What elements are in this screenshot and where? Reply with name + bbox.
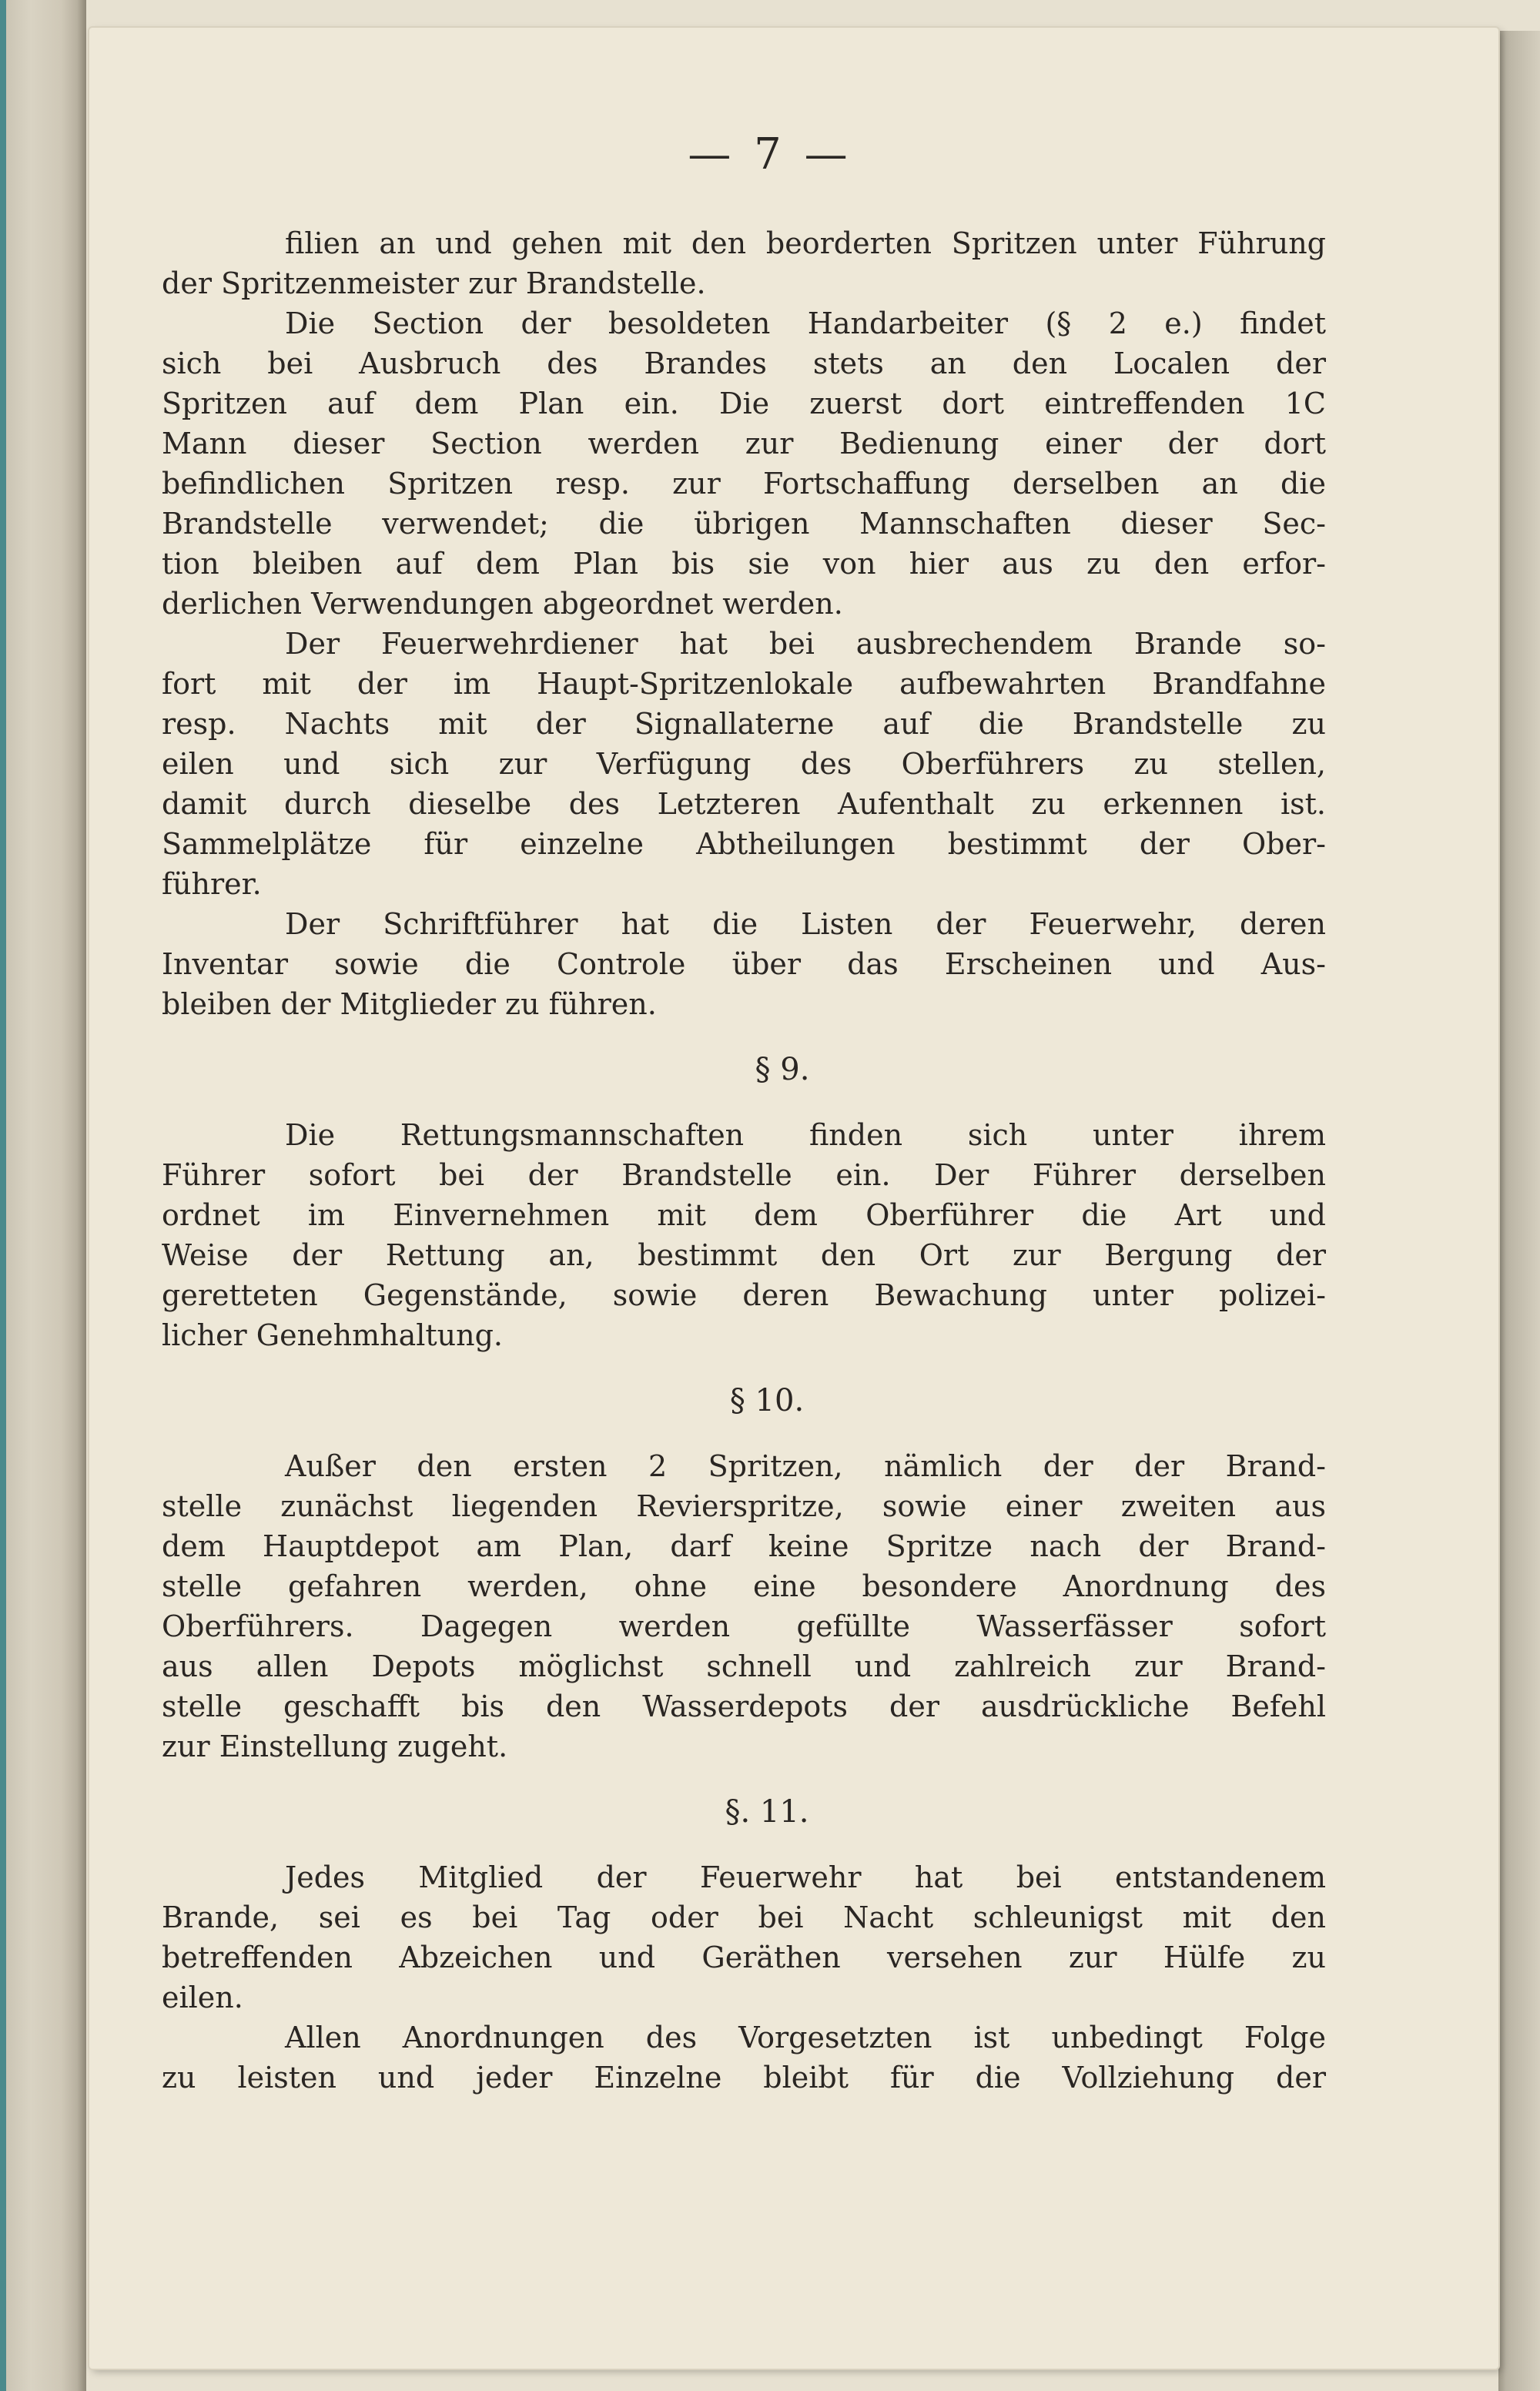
text-line: Mann dieser Section werden zur Bedienung einer der dort: [162, 427, 1326, 460]
text-line: Jedes Mitglied der Feuerwehr hat bei entstandenem: [285, 1860, 1326, 1894]
paragraph: [162, 904, 1326, 1024]
page-right-edge: [1498, 31, 1540, 2391]
paragraph: [162, 1115, 1326, 1355]
text-line: dem Hauptdepot am Plan, darf keine Spritze nach der Brand-: [162, 1529, 1326, 1563]
text-line: Die Rettungsmannschaften finden sich unter ihrem: [285, 1118, 1326, 1152]
text-line: Sammelplätze für einzelne Abtheilungen bestimmt der Ober-: [162, 827, 1326, 861]
text-line: Die Section der besoldeten Handarbeiter (§ 2 e.) findet: [285, 306, 1326, 340]
text-line: Der Schriftführer hat die Listen der Feuerwehr, deren: [285, 907, 1326, 941]
text-line: geretteten Gegenstände, sowie deren Bewachung unter polizei-: [162, 1278, 1326, 1312]
section-heading: § 9.: [755, 1052, 810, 1087]
text-line: betreffenden Abzeichen und Geräthen versehen zur Hülfe zu: [162, 1941, 1326, 1974]
paragraph: [162, 624, 1326, 904]
document-body: [162, 223, 1326, 2098]
paragraph: [162, 1446, 1326, 1766]
text-line: eilen und sich zur Verfügung des Oberführers zu stellen,: [162, 747, 1326, 781]
text-line: Außer den ersten 2 Spritzen, nämlich der der Brand-: [285, 1449, 1326, 1483]
text-line: Brande, sei es bei Tag oder bei Nacht schleunigst mit den: [162, 1900, 1326, 1934]
text-line: sich bei Ausbruch des Brandes stets an den Localen der: [162, 347, 1326, 380]
text-line: Weise der Rettung an, bestimmt den Ort zur Bergung der: [162, 1238, 1326, 1272]
text-line: zu leisten und jeder Einzelne bleibt für die Vollziehung der: [162, 2061, 1326, 2095]
text-line: eilen.: [162, 1981, 243, 2014]
text-line: bleiben der Mitglieder zu führen.: [162, 987, 657, 1021]
text-line: befindlichen Spritzen resp. zur Fortschaffung derselben an die: [162, 467, 1326, 501]
paragraph: [162, 223, 1326, 303]
paragraph: [162, 303, 1326, 624]
text-line: resp. Nachts mit der Signallaterne auf die Brandstelle zu: [162, 707, 1326, 741]
page-number: — 7 —: [688, 129, 852, 179]
section-heading: § 10.: [729, 1383, 805, 1418]
section-heading: §. 11.: [725, 1794, 809, 1830]
text-line: aus allen Depots möglichst schnell und zahlreich zur Brand-: [162, 1649, 1326, 1683]
text-line: Spritzen auf dem Plan ein. Die zuerst dort eintreffenden 1C: [162, 387, 1326, 420]
text-line: stelle geschafft bis den Wasserdepots der ausdrückliche Befehl: [162, 1689, 1326, 1723]
text-line: Allen Anordnungen des Vorgesetzten ist unbedingt Folge: [285, 2021, 1326, 2054]
text-line: derlichen Verwendungen abgeordnet werden.: [162, 587, 843, 621]
text-line: ordnet im Einvernehmen mit dem Oberführer die Art und: [162, 1198, 1326, 1232]
text-line: führer.: [162, 867, 262, 901]
text-line: Führer sofort bei der Brandstelle ein. Der Führer derselben: [162, 1158, 1326, 1192]
text-line: fort mit der im Haupt-Spritzenlokale aufbewahrten Brandfahne: [162, 667, 1326, 701]
text-line: der Spritzenmeister zur Brandstelle.: [162, 266, 706, 300]
text-line: damit durch dieselbe des Letzteren Aufenthalt zu erkennen ist.: [162, 787, 1326, 821]
text-line: licher Genehmhaltung.: [162, 1318, 504, 1352]
text-line: stelle gefahren werden, ohne eine besondere Anordnung des: [162, 1569, 1326, 1603]
book-cover-edge: [0, 0, 6, 2391]
text-line: zur Einstellung zugeht.: [162, 1730, 508, 1763]
text-line: stelle zunächst liegenden Revierspritze, sowie einer zweiten aus: [162, 1489, 1326, 1523]
paragraph: [162, 2018, 1326, 2098]
text-line: Der Feuerwehrdiener hat bei ausbrechendem Brande so-: [285, 627, 1326, 661]
text-line: Brandstelle verwendet; die übrigen Mannschaften dieser Sec-: [162, 507, 1326, 541]
text-line: Oberführers. Dagegen werden gefüllte Wasserfässer sofort: [162, 1609, 1326, 1643]
text-line: tion bleiben auf dem Plan bis sie von hier aus zu den erfor-: [162, 547, 1326, 581]
text-line: filien an und gehen mit den beorderten Spritzen unter Führung: [285, 226, 1326, 260]
book-binding-edge: [0, 0, 86, 2391]
paragraph: [162, 1857, 1326, 2018]
text-line: Inventar sowie die Controle über das Erscheinen und Aus-: [162, 947, 1326, 981]
